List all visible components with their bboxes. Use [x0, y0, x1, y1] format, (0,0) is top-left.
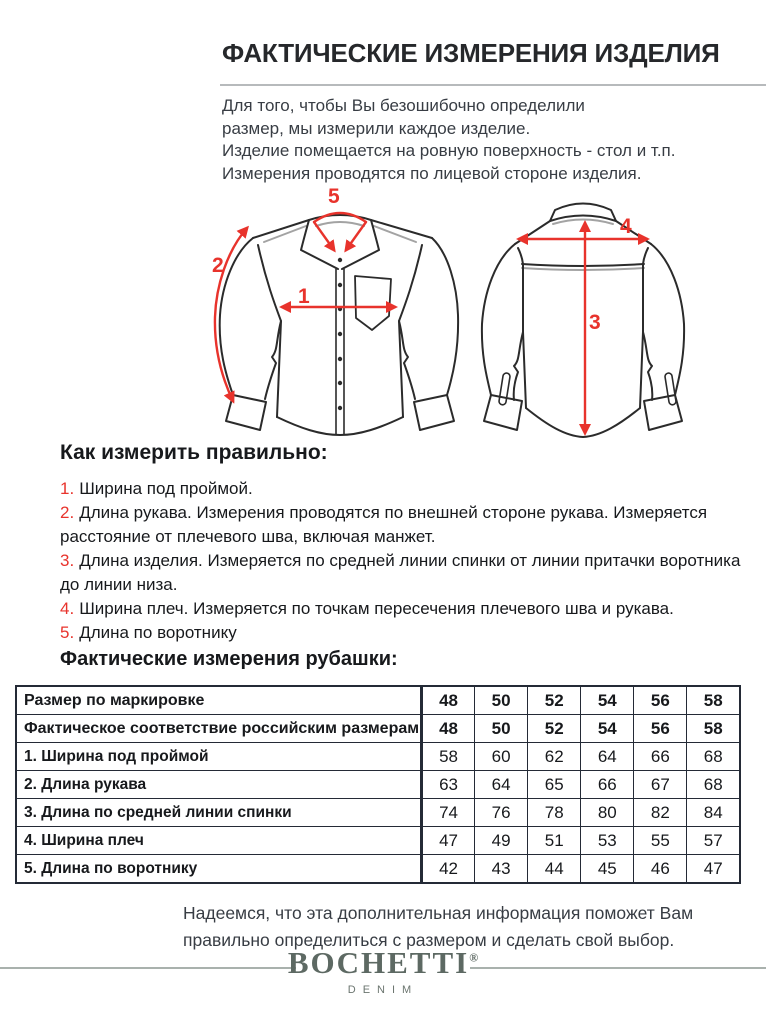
value-cell: 64	[475, 771, 528, 799]
list-item-text: Ширина плеч. Измеряется по точкам пересечения плечевого шва и рукава.	[79, 599, 674, 618]
value-cell: 78	[528, 799, 581, 827]
list-item	[60, 597, 756, 621]
value-cell: 82	[634, 799, 687, 827]
value-cell: 43	[475, 855, 528, 884]
size-cell: 56	[634, 686, 687, 715]
value-cell: 49	[475, 827, 528, 855]
value-cell: 51	[528, 827, 581, 855]
how-to-heading: Как измерить правильно:	[60, 441, 328, 464]
shirt-front-buttons	[338, 258, 342, 410]
size-cell: 50	[475, 686, 528, 715]
value-cell: 46	[634, 855, 687, 884]
intro-line: размер, мы измерили каждое изделие.	[222, 118, 531, 138]
how-to-list	[60, 477, 756, 645]
list-item-text: Длина рукава. Измерения проводятся по внешней стороне рукава. Измеряется расстояние от плечевого шва, включая манжет.	[60, 503, 708, 546]
value-cell: 84	[687, 799, 740, 827]
brand-name-text: BOCHETTI	[287, 945, 470, 980]
value-cell: 65	[528, 771, 581, 799]
table-row	[16, 743, 740, 771]
measure-label-sleeve-length: 2	[212, 254, 224, 277]
brand-reg-mark: ®	[469, 950, 479, 965]
list-item-text: Длина по воротнику	[79, 623, 237, 642]
page-title: ФАКТИЧЕСКИЕ ИЗМЕРЕНИЯ ИЗДЕЛИЯ	[222, 38, 720, 68]
size-cell: 48	[422, 686, 475, 715]
value-cell: 63	[422, 771, 475, 799]
list-item	[60, 549, 756, 597]
value-cell: 66	[581, 771, 634, 799]
row-label: Фактическое соответствие российским размерам	[16, 715, 422, 743]
size-cell: 52	[528, 686, 581, 715]
size-table	[15, 685, 741, 884]
measure-label-back-length: 3	[589, 311, 601, 334]
row-label: 2. Длина рукава	[16, 771, 422, 799]
value-cell: 62	[528, 743, 581, 771]
shirt-front-outline	[220, 215, 458, 435]
value-cell: 57	[687, 827, 740, 855]
intro-line: Измерения проводятся по лицевой стороне изделия.	[222, 163, 642, 183]
value-cell: 66	[634, 743, 687, 771]
brand-logo	[0, 945, 766, 981]
value-cell: 47	[687, 855, 740, 884]
size-cell: 58	[687, 715, 740, 743]
value-cell: 42	[422, 855, 475, 884]
measure-label-shoulder-width: 4	[620, 215, 632, 238]
footer-line: Надеемся, что эта дополнительная информация поможет Вам	[183, 903, 694, 923]
row-label: 3. Длина по средней линии спинки	[16, 799, 422, 827]
list-item-text: Длина изделия. Измеряется по средней линии спинки от линии притачки воротника до линии низа.	[60, 551, 741, 594]
row-label: 5. Длина по воротнику	[16, 855, 422, 884]
row-label: 4. Ширина плеч	[16, 827, 422, 855]
value-cell: 64	[581, 743, 634, 771]
size-table-heading: Фактические измерения рубашки:	[60, 648, 398, 670]
size-cell: 54	[581, 686, 634, 715]
value-cell: 55	[634, 827, 687, 855]
value-cell: 58	[422, 743, 475, 771]
size-cell: 50	[475, 715, 528, 743]
row-label: 1. Ширина под проймой	[16, 743, 422, 771]
value-cell: 68	[687, 743, 740, 771]
list-item	[60, 477, 756, 501]
value-cell: 44	[528, 855, 581, 884]
back-measure-arrows	[519, 223, 647, 433]
size-cell: 48	[422, 715, 475, 743]
row-label: Размер по маркировке	[16, 686, 422, 715]
size-cell: 54	[581, 715, 634, 743]
arrow-collar-left	[314, 222, 334, 250]
value-cell: 67	[634, 771, 687, 799]
size-cell: 58	[687, 686, 740, 715]
measure-label-collar-length: 5	[328, 185, 340, 208]
table-row	[16, 686, 740, 715]
intro-line: Для того, чтобы Вы безошибочно определили	[222, 96, 585, 115]
list-item	[60, 621, 756, 645]
measure-label-chest-width: 1	[298, 285, 310, 308]
intro-line: Изделие помещается на ровную поверхность - стол и т.п.	[222, 141, 676, 160]
arrow-collar-right	[346, 222, 366, 250]
value-cell: 53	[581, 827, 634, 855]
footer-line: правильно определиться с размером и сделать свой выбор.	[183, 930, 675, 950]
table-row	[16, 799, 740, 827]
value-cell: 45	[581, 855, 634, 884]
size-cell: 52	[528, 715, 581, 743]
shirt-front-seam-details	[264, 222, 416, 242]
list-item-number: 3.	[60, 551, 75, 570]
list-item-number: 5.	[60, 623, 75, 642]
value-cell: 80	[581, 799, 634, 827]
value-cell: 74	[422, 799, 475, 827]
shirt-front-diagram	[205, 185, 460, 445]
brand-subtitle: DENIM	[347, 984, 419, 996]
list-item-number: 4.	[60, 599, 75, 618]
shirt-back-diagram	[465, 190, 710, 445]
value-cell: 76	[475, 799, 528, 827]
list-item	[60, 501, 756, 549]
list-item-number: 2.	[60, 503, 75, 522]
table-row	[16, 855, 740, 884]
value-cell: 47	[422, 827, 475, 855]
table-row	[16, 771, 740, 799]
list-item-text: Ширина под проймой.	[79, 479, 253, 498]
size-cell: 56	[634, 715, 687, 743]
intro-text	[222, 95, 762, 185]
value-cell: 68	[687, 771, 740, 799]
value-cell: 60	[475, 743, 528, 771]
list-item-number: 1.	[60, 479, 75, 498]
table-row	[16, 827, 740, 855]
table-row	[16, 715, 740, 743]
title-divider	[220, 84, 766, 86]
